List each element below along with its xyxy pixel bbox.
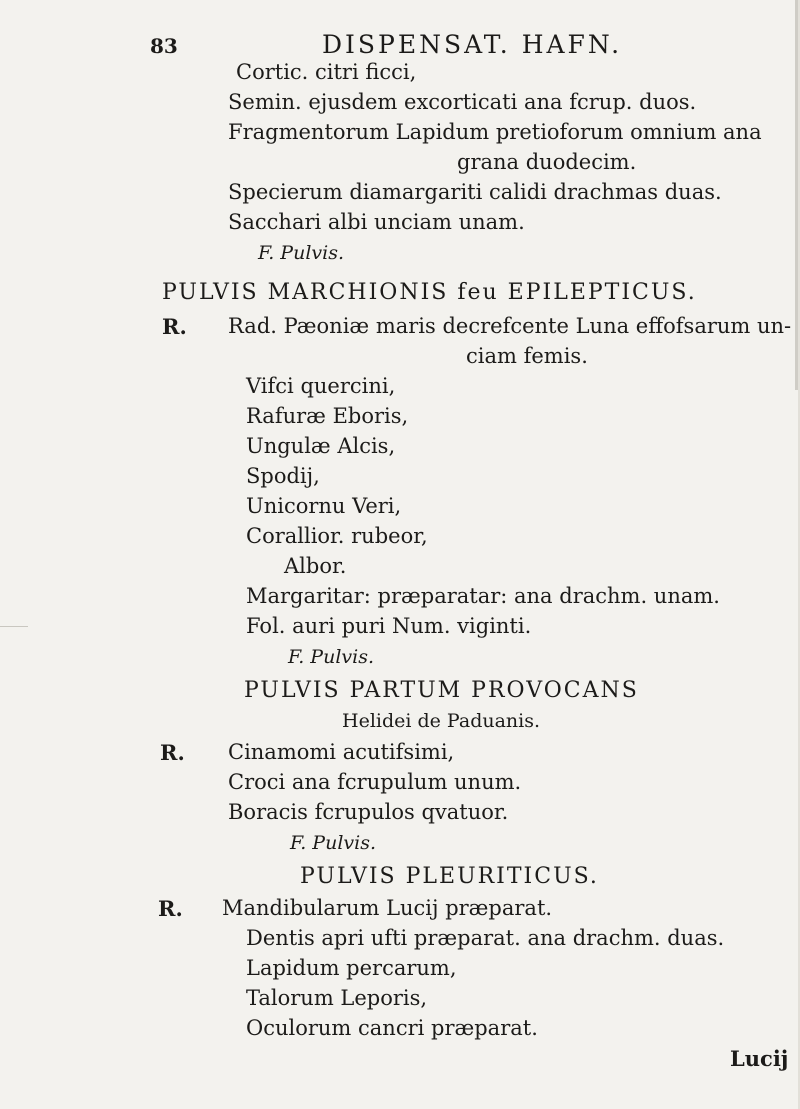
- text-line: Semin. ejusdem excorticati ana fcrup. duos.: [228, 90, 697, 114]
- recipe-symbol: R.: [158, 896, 183, 921]
- page-edge-shadow: [795, 0, 798, 390]
- recipe-symbol: R.: [162, 314, 187, 339]
- ingredient: Albor.: [284, 554, 347, 578]
- ingredient: Vifci quercini,: [246, 374, 396, 398]
- text-line: grana duodecim.: [457, 150, 637, 174]
- section-title: PULVIS MARCHIONIS feu EPILEPTICUS.: [162, 280, 697, 305]
- text-line: Cinamomi acutifsimi,: [228, 740, 455, 764]
- running-title: DISPENSAT. HAFN.: [322, 30, 623, 59]
- recipe-symbol: R.: [160, 740, 185, 765]
- section-subtitle: Helidei de Paduanis.: [342, 710, 541, 732]
- ingredient: Corallior. rubeor,: [246, 524, 428, 548]
- ingredient: Spodij,: [246, 464, 320, 488]
- section-title: PULVIS PLEURITICUS.: [300, 864, 599, 889]
- section-title: PULVIS PARTUM PROVOCANS: [244, 678, 639, 703]
- text-line: Rad. Pæoniæ maris decrefcente Luna effofsarum un-: [228, 314, 792, 338]
- text-line: Sacchari albi unciam unam.: [228, 210, 525, 234]
- text-line: ciam femis.: [466, 344, 588, 368]
- text-line: Lapidum percarum,: [246, 956, 457, 980]
- text-line: Dentis apri ufti præparat. ana drachm. duas.: [246, 926, 725, 950]
- text-line: Fol. auri puri Num. viginti.: [246, 614, 532, 638]
- catchword: Lucij: [730, 1046, 789, 1071]
- text-line: Croci ana fcrupulum unum.: [228, 770, 522, 794]
- text-line: Margaritar: præparatar: ana drachm. unam.: [246, 584, 720, 608]
- text-line: Cortic. citri ficci,: [236, 60, 417, 84]
- text-line: Specierum diamargariti calidi drachmas duas.: [228, 180, 722, 204]
- ingredient: Unicornu Veri,: [246, 494, 402, 518]
- text-line: F. Pulvis.: [290, 832, 377, 854]
- ingredient: Ungulæ Alcis,: [246, 434, 396, 458]
- text-line: F. Pulvis.: [288, 646, 375, 668]
- text-line: Mandibularum Lucij præparat.: [222, 896, 553, 920]
- text-line: Fragmentorum Lapidum pretioforum omnium ana: [228, 120, 762, 144]
- text-line: Oculorum cancri præparat.: [246, 1016, 538, 1040]
- text-line: Boracis fcrupulos qvatuor.: [228, 800, 509, 824]
- page-number: 83: [150, 34, 178, 58]
- ingredient: Rafuræ Eboris,: [246, 404, 409, 428]
- fold-mark: [0, 626, 28, 627]
- text-line: Talorum Leporis,: [246, 986, 428, 1010]
- text-line: F. Pulvis.: [258, 242, 345, 264]
